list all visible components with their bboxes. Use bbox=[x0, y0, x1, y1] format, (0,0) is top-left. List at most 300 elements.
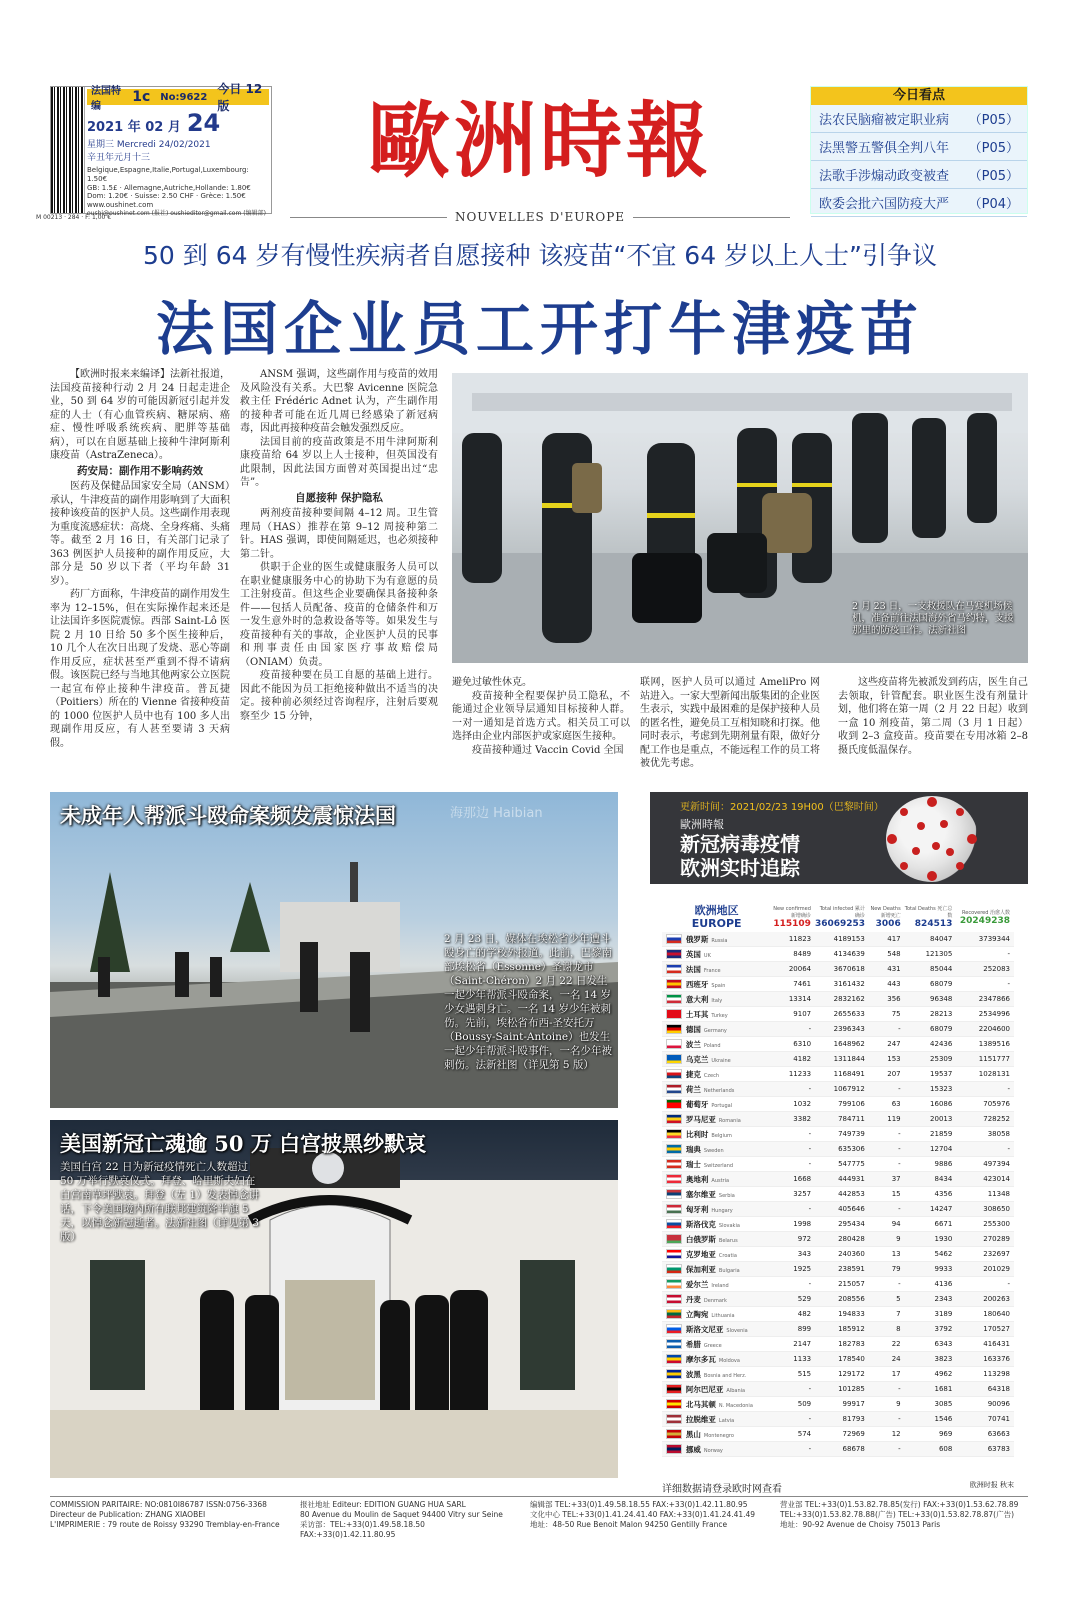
country-flag-icon bbox=[666, 1399, 682, 1409]
country-en: Montenegro bbox=[703, 1432, 734, 1439]
table-cell: 208556 bbox=[838, 1295, 865, 1303]
table-cell: 13314 bbox=[788, 995, 812, 1003]
table-cell: 1668 bbox=[793, 1175, 812, 1183]
country-flag-icon bbox=[666, 1174, 682, 1184]
table-row bbox=[662, 977, 1014, 992]
country-en: Belarus bbox=[718, 1237, 738, 1244]
country-cn: 俄罗斯 bbox=[685, 934, 709, 944]
table-row bbox=[662, 1322, 1014, 1337]
date-prefix: 2021 年 02 月 bbox=[87, 120, 181, 135]
country-flag-icon bbox=[666, 1084, 682, 1094]
table-cell: 94 bbox=[891, 1220, 901, 1228]
table-cell: 3382 bbox=[793, 1115, 812, 1123]
table-cell: 68079 bbox=[930, 1025, 953, 1033]
table-row bbox=[662, 1052, 1014, 1067]
table-cell: 42436 bbox=[930, 1040, 953, 1048]
col-label: Total infected 累计确诊 bbox=[819, 906, 865, 919]
country-name bbox=[686, 1189, 771, 1200]
prices-line-2: GB: 1.5£ · Allemagne,Autriche,Hollande: 1.80€ bbox=[87, 183, 251, 192]
table-cell: 207 bbox=[887, 1070, 901, 1078]
table-row bbox=[662, 1127, 1014, 1142]
section-heading: 自愿接种 保护隐私 bbox=[295, 491, 383, 504]
country-name bbox=[686, 1129, 771, 1140]
table-cell: 101285 bbox=[838, 1385, 865, 1393]
highlight-title: 法歌手涉煽动政变被查 bbox=[819, 169, 950, 184]
table-cell: 14247 bbox=[930, 1205, 953, 1213]
virus-icon bbox=[886, 796, 978, 882]
country-flag-icon bbox=[666, 1069, 682, 1079]
table-cell: 63 bbox=[891, 1100, 901, 1108]
highlight-page: （P05） bbox=[968, 141, 1019, 156]
table-cell: 25309 bbox=[930, 1055, 953, 1063]
country-en: Slovakia bbox=[718, 1222, 740, 1229]
country-name bbox=[686, 1099, 771, 1110]
table-row bbox=[662, 1247, 1014, 1262]
table-cell: 4136 bbox=[934, 1280, 953, 1288]
table-cell: 3161432 bbox=[833, 980, 865, 988]
country-name bbox=[686, 1339, 771, 1350]
table-row bbox=[662, 1202, 1014, 1217]
table-cell: 443 bbox=[887, 980, 901, 988]
col-total: 36069253 bbox=[814, 919, 866, 929]
table-cell: 417 bbox=[887, 935, 901, 943]
table-cell: 7461 bbox=[793, 980, 812, 988]
today-header: 今日看点 bbox=[811, 87, 1027, 105]
more-data-link[interactable]: 详细数据请登录欧时网查看 bbox=[662, 1484, 782, 1495]
table-cell: 1028131 bbox=[978, 1070, 1010, 1078]
country-en: Lithuania bbox=[711, 1312, 735, 1319]
table-cell: 15 bbox=[891, 1190, 901, 1198]
country-cn: 拉脱维亚 bbox=[685, 1414, 716, 1424]
table-cell: 280428 bbox=[838, 1235, 865, 1243]
table-cell: - bbox=[898, 1385, 901, 1393]
country-flag-icon bbox=[666, 1309, 682, 1319]
table-cell: 444931 bbox=[838, 1175, 865, 1183]
paragraph: 避免过敏性休克。 bbox=[452, 677, 532, 688]
table-cell: 200263 bbox=[983, 1295, 1010, 1303]
table-cell: 22 bbox=[891, 1340, 901, 1348]
table-row bbox=[662, 1367, 1014, 1382]
table-cell: 3670618 bbox=[833, 965, 865, 973]
country-en: Bulgaria bbox=[718, 1267, 740, 1274]
country-en: Austria bbox=[711, 1177, 730, 1184]
airport-photo bbox=[452, 373, 1028, 663]
paragraph: 供职于企业的医生或健康服务人员可以在职业健康服务中心的协助下为有意愿的员工注射疫苗。但这些企业要确保具备接种条件——包括人员配备、疫苗的仓储条件和万一发生意外时的急救设备等等。如果发生与疫苗接种有关的事故，企业医护人员的民事和刑事责任由国家医疗事故赔偿局（ONIAM）负责。 bbox=[240, 562, 438, 668]
highlight-title: 法农民脑瘤被定职业病 bbox=[819, 113, 950, 128]
table-cell: 180640 bbox=[983, 1310, 1010, 1318]
table-cell: 163376 bbox=[983, 1355, 1010, 1363]
country-name bbox=[686, 1024, 771, 1035]
country-flag-icon bbox=[666, 949, 682, 959]
table-cell: 9 bbox=[896, 1235, 901, 1243]
country-name bbox=[686, 1219, 771, 1230]
table-cell: 75 bbox=[891, 1010, 901, 1018]
highlight-item[interactable] bbox=[811, 105, 1027, 133]
covid-tracker-banner bbox=[650, 792, 1028, 884]
footer-line: 编辑部 TEL:+33(0)1.49.58.18.55 FAX:+33(0)1.42.11.80.95 bbox=[530, 1500, 748, 1509]
table-cell: 5 bbox=[896, 1295, 901, 1303]
table-row bbox=[662, 1217, 1014, 1232]
country-en: UK bbox=[703, 952, 711, 959]
country-flag-icon bbox=[666, 1159, 682, 1169]
table-cell: - bbox=[808, 1205, 812, 1213]
table-row bbox=[662, 1157, 1014, 1172]
subheadline: 50 到 64 岁有慢性疾病者自愿接种 该疫苗“不宜 64 岁以上人士”引争议 bbox=[142, 241, 938, 270]
country-flag-icon bbox=[666, 1294, 682, 1304]
story2-title: 美国新冠亡魂逾 50 万 白宫披黑纱默哀 bbox=[60, 1131, 427, 1156]
country-name bbox=[686, 934, 771, 945]
paragraph: 医药及保健品国家安全局（ANSM）承认，牛津疫苗的副作用影响到了大面积接种该疫苗的医护人员。这些副作用表现为重度流感症状：高烧、全身疼痛、头痛等。截至 2 月 16 日，有关部门记录了 363 例医护人员接种的副作用反应，大部分是 50 岁以下者（平均年龄 31 岁）。 bbox=[50, 481, 230, 587]
highlight-page: （P05） bbox=[968, 169, 1019, 184]
country-en: Romania bbox=[718, 1117, 741, 1124]
table-row bbox=[662, 1112, 1014, 1127]
col-label: Total Deaths 死亡总数 bbox=[904, 906, 953, 919]
country-flag-icon bbox=[666, 1429, 682, 1439]
country-flag-icon bbox=[666, 1099, 682, 1109]
country-flag-icon bbox=[666, 1219, 682, 1229]
table-cell: 728252 bbox=[983, 1115, 1010, 1123]
table-row bbox=[662, 1007, 1014, 1022]
highlight-item[interactable] bbox=[811, 189, 1027, 217]
col-label: New Deaths 新增死亡 bbox=[870, 905, 901, 919]
table-cell: 2204600 bbox=[978, 1025, 1010, 1033]
table-cell: 1681 bbox=[934, 1385, 953, 1393]
table-cell: 2396343 bbox=[833, 1025, 865, 1033]
article-column-4 bbox=[640, 676, 820, 771]
table-cell: 4134639 bbox=[833, 950, 865, 958]
logo-subtitle-bar bbox=[290, 210, 790, 224]
country-en: Switzerland bbox=[703, 1162, 734, 1169]
table-cell: 1133 bbox=[793, 1355, 812, 1363]
country-flag-icon bbox=[666, 1339, 682, 1349]
table-row bbox=[662, 1337, 1014, 1352]
highlight-page: （P05） bbox=[968, 113, 1019, 128]
table-cell: 9 bbox=[896, 1400, 901, 1408]
country-cn: 黑山 bbox=[685, 1429, 701, 1439]
country-en: Greece bbox=[703, 1342, 722, 1349]
table-cell: 969 bbox=[938, 1430, 953, 1438]
footer-line: 营业部 TEL:+33(0)1.53.82.78.85(发行) FAX:+33(0)1.53.62.78.89 bbox=[780, 1500, 1019, 1509]
country-en: Croatia bbox=[718, 1252, 737, 1259]
table-cell: 529 bbox=[797, 1295, 812, 1303]
region-en: EUROPE bbox=[691, 917, 742, 930]
table-cell: 405646 bbox=[838, 1205, 865, 1213]
table-cell: 972 bbox=[797, 1235, 812, 1243]
table-cell: - bbox=[1007, 1280, 1010, 1288]
table-cell: 85044 bbox=[930, 965, 953, 973]
page-footer bbox=[50, 1496, 1028, 1539]
table-cell: 63663 bbox=[987, 1430, 1010, 1438]
table-cell: - bbox=[898, 1085, 901, 1093]
country-cn: 英国 bbox=[685, 949, 701, 959]
article-column-1 bbox=[50, 368, 230, 750]
table-cell: 17 bbox=[891, 1370, 901, 1378]
highlight-item[interactable] bbox=[811, 133, 1027, 161]
table-row bbox=[662, 1037, 1014, 1052]
paragraph: 【欧洲时报来来编译】法新社报道，法国疫苗接种行动 2 月 24 日起走进企业，50 到 64 岁的可能因新冠引起并发症的人士（有心血管疾病、糖尿病、癌症、慢性呼吸系统疾病、肥胖等基础病），可以在自愿基础上接种牛津阿斯利康疫苗（AstraZeneca）。 bbox=[50, 369, 230, 461]
country-en: Hungary bbox=[711, 1207, 733, 1214]
covid-table bbox=[662, 902, 1014, 1457]
table-cell: 442853 bbox=[838, 1190, 865, 1198]
table-cell: 4182 bbox=[793, 1055, 812, 1063]
table-row bbox=[662, 1142, 1014, 1157]
table-cell: 3085 bbox=[934, 1400, 953, 1408]
paragraph: 联网，医护人员可以通过 AmeliPro 网站进入。一家大型新闻出版集团的企业医生表示，实践中最困难的是保护接种人员的匿名性，避免员工互相知晓和打探。他同时表示，考虑到先期剂量有限，做好分配工作也是重点，不能远程工作的员工将被优先考虑。 bbox=[640, 677, 820, 769]
highlight-title: 法黑警五警俱全判八年 bbox=[819, 141, 950, 156]
divider bbox=[633, 217, 790, 218]
table-cell: 240360 bbox=[838, 1250, 865, 1258]
table-cell: 2534996 bbox=[978, 1010, 1010, 1018]
table-cell: 72969 bbox=[842, 1430, 865, 1438]
country-en: Ukraine bbox=[711, 1057, 731, 1064]
country-cn: 斯洛文尼亚 bbox=[685, 1324, 724, 1334]
country-en: Germany bbox=[703, 1027, 727, 1034]
highlight-item[interactable] bbox=[811, 161, 1027, 189]
country-cn: 瑞士 bbox=[685, 1159, 701, 1169]
country-name bbox=[686, 1279, 771, 1290]
country-name bbox=[686, 1264, 771, 1275]
table-cell: 705976 bbox=[983, 1100, 1010, 1108]
table-cell: 3739344 bbox=[978, 935, 1010, 943]
section-heading: 药安局：副作用不影响药效 bbox=[77, 464, 203, 477]
table-cell: 38058 bbox=[987, 1130, 1010, 1138]
col-header bbox=[956, 909, 1014, 926]
country-flag-icon bbox=[666, 1444, 682, 1454]
country-name bbox=[686, 1369, 771, 1380]
table-cell: - bbox=[1007, 1085, 1010, 1093]
footer-line: 报社地址 Editeur: EDITION GUANG HUA SARL bbox=[300, 1500, 466, 1509]
table-cell: 185912 bbox=[838, 1325, 865, 1333]
country-name bbox=[686, 1324, 771, 1335]
country-flag-icon bbox=[666, 1009, 682, 1019]
table-cell: 255300 bbox=[983, 1220, 1010, 1228]
footer-block-2 bbox=[300, 1500, 520, 1539]
paragraph: 法国目前的疫苗政策是不用牛津阿斯利康疫苗给 64 岁以上人士接种，但英国没有此限制，因此法国方面曾对英国提出过“忠告”。 bbox=[240, 436, 438, 488]
watermark: 海那边 Haibian bbox=[450, 806, 543, 821]
paragraph: ANSM 强调，这些副作用与疫苗的效用及风险没有关系。大巴黎 Avicenne 医院急救主任 Frédéric Adnet 认为，产生副作用的接种者可能在近几周已经感染了新冠病毒，因此再接种疫苗会触发强烈反应。 bbox=[240, 369, 438, 434]
footer-block-4 bbox=[780, 1500, 1020, 1530]
table-cell: 15323 bbox=[930, 1085, 953, 1093]
region-label bbox=[662, 904, 771, 930]
country-cn: 法国 bbox=[685, 964, 701, 974]
country-cn: 奥地利 bbox=[685, 1174, 709, 1184]
table-cell: 121305 bbox=[925, 950, 953, 958]
table-cell: 84047 bbox=[930, 935, 953, 943]
paragraph: 疫苗接种全程要保护员工隐私，不能通过企业领导层通知目标接种人群。一对一通知是首选方式。相关员工可以选择由企业内部医护或家庭医生接种。 bbox=[452, 690, 630, 742]
footer-line: 80 Avenue du Moulin de Saquet 94400 Vitry sur Seine bbox=[300, 1510, 503, 1519]
country-flag-icon bbox=[666, 1114, 682, 1124]
country-en: Moldova bbox=[718, 1357, 740, 1364]
gang-violence-story bbox=[50, 792, 618, 1108]
country-cn: 荷兰 bbox=[685, 1084, 701, 1094]
table-cell: 68678 bbox=[842, 1445, 865, 1453]
table-row bbox=[662, 932, 1014, 947]
table-cell: 4356 bbox=[934, 1190, 953, 1198]
country-cn: 克罗地亚 bbox=[685, 1249, 716, 1259]
country-name bbox=[686, 1114, 771, 1125]
table-cell: 1032 bbox=[793, 1100, 812, 1108]
banner-title-line-2: 欧洲实时追踪 bbox=[680, 856, 800, 880]
table-cell: 11233 bbox=[788, 1070, 812, 1078]
table-body bbox=[662, 932, 1014, 1457]
country-name bbox=[686, 1084, 771, 1095]
article-column-2 bbox=[240, 368, 438, 723]
country-flag-icon bbox=[666, 1414, 682, 1424]
table-cell: 6343 bbox=[934, 1340, 953, 1348]
table-cell: 119 bbox=[887, 1115, 901, 1123]
table-cell: 129172 bbox=[838, 1370, 865, 1378]
table-cell: 1168491 bbox=[833, 1070, 865, 1078]
country-name bbox=[686, 1399, 771, 1410]
table-cell: 6310 bbox=[793, 1040, 812, 1048]
table-cell: 8 bbox=[896, 1325, 901, 1333]
country-cn: 土耳其 bbox=[685, 1009, 709, 1019]
table-cell: 64318 bbox=[987, 1385, 1010, 1393]
country-cn: 意大利 bbox=[685, 994, 709, 1004]
col-total: 115109 bbox=[773, 918, 811, 929]
country-cn: 塞尔维亚 bbox=[685, 1189, 716, 1199]
country-en: France bbox=[703, 967, 721, 974]
table-cell: 37 bbox=[891, 1175, 901, 1183]
table-cell: 2655633 bbox=[833, 1010, 865, 1018]
banner-title bbox=[680, 832, 800, 880]
table-cell: 899 bbox=[797, 1325, 812, 1333]
country-cn: 西班牙 bbox=[685, 979, 709, 989]
country-flag-icon bbox=[666, 1354, 682, 1364]
country-cn: 北马其顿 bbox=[685, 1399, 716, 1409]
table-cell: 81793 bbox=[842, 1415, 865, 1423]
table-cell: 99917 bbox=[842, 1400, 865, 1408]
logo-text: 歐洲時報 bbox=[367, 93, 712, 189]
table-cell: 1648962 bbox=[833, 1040, 865, 1048]
table-cell: 1151777 bbox=[978, 1055, 1010, 1063]
table-cell: 3823 bbox=[934, 1355, 953, 1363]
table-cell: 11348 bbox=[987, 1190, 1010, 1198]
table-cell: 70741 bbox=[987, 1415, 1010, 1423]
website[interactable]: www.oushinet.com bbox=[87, 201, 154, 209]
table-cell: 1311844 bbox=[833, 1055, 865, 1063]
date-box-inner bbox=[87, 82, 269, 217]
country-cn: 阿尔巴尼亚 bbox=[685, 1384, 724, 1394]
footer-line: 地址：90-92 Avenue de Choisy 75013 Paris bbox=[780, 1520, 941, 1529]
paragraph: 两剂疫苗接种要间隔 4–12 周。卫生管理局（HAS）推荐在第 9–12 周接种第二针。HAS 强调，即使间隔延迟，也必须接种第二针。 bbox=[240, 508, 438, 560]
white-house-story bbox=[50, 1120, 618, 1478]
divider bbox=[290, 217, 447, 218]
table-cell: 784711 bbox=[838, 1115, 865, 1123]
country-cn: 匈牙利 bbox=[685, 1204, 709, 1214]
update-time: 更新时间：2021/02/23 19H00（巴黎时间） bbox=[680, 802, 884, 813]
table-cell: 238591 bbox=[838, 1265, 865, 1273]
country-name bbox=[686, 1429, 771, 1440]
country-name bbox=[686, 1054, 771, 1065]
table-row bbox=[662, 1427, 1014, 1442]
country-cn: 波黑 bbox=[685, 1369, 701, 1379]
col-total: 824513 bbox=[914, 919, 953, 929]
table-cell: 20064 bbox=[788, 965, 812, 973]
table-cell: 1930 bbox=[934, 1235, 953, 1243]
country-en: Denmark bbox=[703, 1297, 727, 1304]
table-cell: 19537 bbox=[930, 1070, 953, 1078]
table-credit: 欧洲时报 秋末 bbox=[969, 1481, 1014, 1489]
country-flag-icon bbox=[666, 1279, 682, 1289]
table-cell: - bbox=[808, 1130, 812, 1138]
table-cell: 9933 bbox=[934, 1265, 953, 1273]
story1-caption: 2 月 23 日，媒体在埃松省少年遭斗殴身亡的学校外报道。此前，巴黎南部埃松省（Essonne）圣谢龙市（Saint-Chéron）2 月 22 日发生一起少年帮派斗殴命案，一名 14 岁少女遇刺身亡。一名 14 岁少年被刺伤。先前，埃松省布西-圣安托万（Boussy-Saint-Antoine）也发生一起少年帮派斗殴事件，一名少年被刺伤。法新社图（详见第 5 版） bbox=[444, 933, 612, 1071]
footer-line: L'IMPRIMERIE : 79 route de Roissy 93290 Tremblay-en-France bbox=[50, 1520, 280, 1529]
logo-subtitle: NOUVELLES D'EUROPE bbox=[454, 210, 626, 224]
table-cell: 431 bbox=[887, 965, 901, 973]
table-cell: 63783 bbox=[987, 1445, 1010, 1453]
table-cell: 201029 bbox=[983, 1265, 1010, 1273]
country-name bbox=[686, 1159, 771, 1170]
country-cn: 立陶宛 bbox=[685, 1309, 709, 1319]
paragraph: 这些疫苗将先被派发到药店，医生自己去领取，针管配套。职业医生没有剂量计划，他们将在第一周（2 月 22 日起）收到一盒 10 剂疫苗，第二周（3 月 1 日起）收到 2–3 盒疫苗。疫苗要在专用冰箱 2–8 摄氏度低温保存。 bbox=[838, 677, 1028, 756]
table-cell: 2343 bbox=[934, 1295, 953, 1303]
country-cn: 波兰 bbox=[685, 1039, 701, 1049]
table-cell: 4962 bbox=[934, 1370, 953, 1378]
country-en: N. Macedonia bbox=[718, 1402, 753, 1409]
table-cell: 1546 bbox=[934, 1415, 953, 1423]
country-cn: 罗马尼亚 bbox=[685, 1114, 716, 1124]
country-flag-icon bbox=[666, 1234, 682, 1244]
date-day: 24 bbox=[186, 109, 221, 137]
table-row bbox=[662, 1187, 1014, 1202]
table-cell: 182783 bbox=[838, 1340, 865, 1348]
country-name bbox=[686, 1069, 771, 1080]
country-name bbox=[686, 979, 771, 990]
country-en: Slovenia bbox=[726, 1327, 748, 1334]
country-name bbox=[686, 1354, 771, 1365]
table-cell: 5462 bbox=[934, 1250, 953, 1258]
table-row bbox=[662, 1382, 1014, 1397]
country-flag-icon bbox=[666, 964, 682, 974]
table-cell: 2832162 bbox=[833, 995, 865, 1003]
table-cell: 749739 bbox=[838, 1130, 865, 1138]
country-flag-icon bbox=[666, 1054, 682, 1064]
country-name bbox=[686, 1174, 771, 1185]
country-cn: 白俄罗斯 bbox=[685, 1234, 716, 1244]
table-row bbox=[662, 1262, 1014, 1277]
col-label: Recovered 治愈人数 bbox=[962, 909, 1010, 916]
table-cell: - bbox=[1007, 950, 1010, 958]
table-cell: - bbox=[808, 1145, 812, 1153]
banner-brand: 歐洲時報 bbox=[680, 818, 724, 831]
table-row bbox=[662, 962, 1014, 977]
paragraph: 药厂方面称，牛津疫苗的副作用发生率为 12–15%，但在实际操作起来还是让法国许多医院震惊。西部 Saint-Lô 医院 2 月 10 日给 50 多个医生接种后，10 几个人在次日出现了发烧、恶心等副作用反应，症状甚至严重到不得不请病假。该医院已经与当地其他两家公立医院一起宣布停止接种牛津疫苗。普瓦捷（Poitiers）所在的 Vienne 省接种疫苗的 1000 位医护人员中也有 100 多人出现副作用反应，有人甚至要请 3 天病假。 bbox=[50, 589, 230, 749]
table-cell: 1389516 bbox=[978, 1040, 1010, 1048]
table-cell: 3792 bbox=[934, 1325, 953, 1333]
country-name bbox=[686, 964, 771, 975]
paragraph: 疫苗接种要在员工自愿的基础上进行。因此不能因为员工拒绝接种做出不适当的决定。接种前必须经过咨询程序，注射后要观察至少 15 分钟， bbox=[240, 670, 438, 722]
table-cell: 515 bbox=[797, 1370, 812, 1378]
table-cell: 11823 bbox=[788, 935, 812, 943]
country-name bbox=[686, 1009, 771, 1020]
table-cell: - bbox=[898, 1145, 901, 1153]
table-cell: 252083 bbox=[983, 965, 1010, 973]
country-name bbox=[686, 1414, 771, 1425]
emails[interactable]: oushi@oushinet.com (报社) oushieditor@gmail.com (编辑部) bbox=[87, 209, 266, 217]
story2-caption: 美国白宫 22 日为新冠疫情死亡人数超过 50 万举行默哀仪式。拜登、哈里斯夫妇在白宫南草坪默哀。拜登（左 1）发表悼念讲话，下令美国境内所有联邦建筑降半旗 5 天，以悼念新冠逝者。法新社图（详见第 3 版） bbox=[60, 1161, 260, 1243]
table-cell: - bbox=[808, 1385, 812, 1393]
edition-strip bbox=[87, 82, 269, 113]
weekday: 星期三 Mercredi 24/02/2021 bbox=[87, 140, 211, 150]
newspaper-logo bbox=[340, 86, 740, 206]
table-cell: 96348 bbox=[930, 995, 953, 1003]
today-highlights bbox=[810, 86, 1028, 214]
table-cell: 547775 bbox=[838, 1160, 865, 1168]
country-flag-icon bbox=[666, 1204, 682, 1214]
issue-number: No:9622 bbox=[160, 91, 208, 103]
